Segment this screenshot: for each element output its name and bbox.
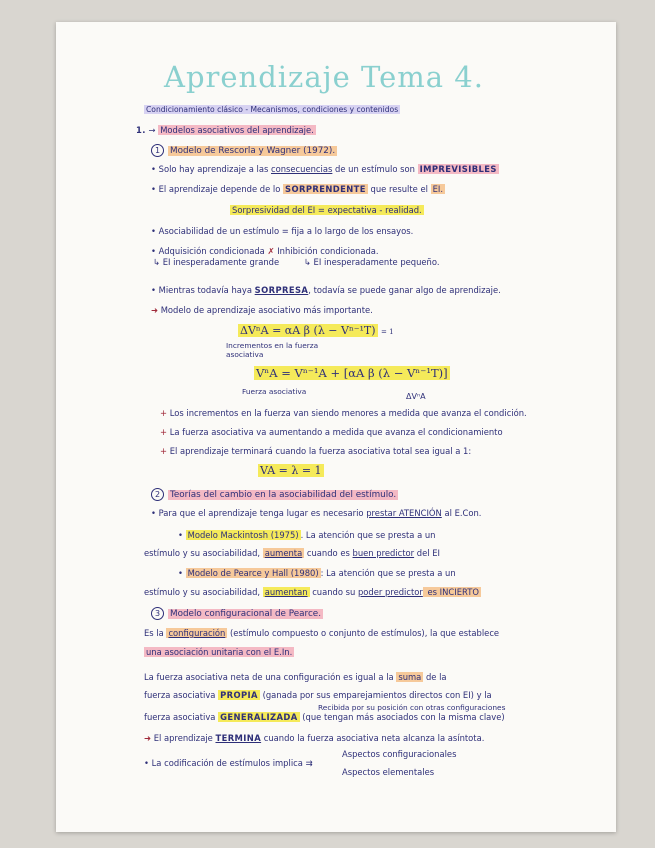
circle-number: 3 — [151, 607, 164, 620]
text: , todavía se puede ganar algo de aprendizaje. — [308, 285, 501, 295]
text-underlined: poder predictor — [357, 587, 423, 597]
text: estímulo y su asociabilidad, — [144, 587, 263, 597]
sub1-bullet-9 — [160, 446, 471, 457]
text: La fuerza asociativa va aumentando a medida que avanza el condicionamiento — [169, 427, 503, 437]
text: Modelo de aprendizaje asociativo más importante. — [160, 305, 373, 315]
text: Adquisición condicionada — [158, 246, 265, 256]
bullet-icon: • — [151, 246, 156, 256]
section-heading-text: Modelos asociativos del aprendizaje. — [160, 125, 314, 135]
bullet-icon: • — [178, 530, 183, 540]
sub3-line-7 — [144, 758, 313, 769]
text: de la — [423, 672, 447, 682]
text-emph: aumenta — [264, 548, 303, 558]
sub1-bullet-2 — [151, 184, 445, 195]
sub1-bullet-7 — [160, 408, 527, 419]
text-underlined: consecuencias — [271, 164, 333, 174]
text: Inhibición condicionada. — [277, 246, 379, 256]
text-emph: suma — [398, 672, 422, 682]
text: (estímulo compuesto o conjunto de estímulos), la que establece — [227, 628, 500, 638]
formula-2-delta: ΔVⁿA — [406, 392, 426, 401]
text: cuando la fuerza asociativa neta alcanza la asíntota. — [261, 733, 485, 743]
surprise-line — [230, 205, 424, 216]
text: Es la — [144, 628, 167, 638]
sub2-heading — [151, 488, 398, 501]
text-emph: SORPRESA — [254, 285, 309, 295]
text-underlined: buen predictor — [352, 548, 415, 558]
sub2-bullet-1 — [151, 508, 481, 519]
text-emph: PROPIA — [220, 690, 258, 700]
bullet-icon: • — [151, 285, 156, 295]
text-emph: es INCIERTO — [424, 587, 479, 597]
plus-icon: + — [160, 427, 168, 437]
sub3-heading — [151, 607, 323, 620]
text: Solo hay aprendizaje a las — [158, 164, 271, 174]
text: EI inesperadamente grande — [162, 257, 280, 267]
plus-icon: + — [160, 408, 168, 418]
text: . La atención que se presta a un — [300, 530, 436, 540]
bullet-icon: • — [178, 568, 183, 578]
sub3-branch-a: Aspectos configuracionales — [342, 749, 457, 759]
text: La codificación de estímulos implica — [151, 758, 303, 768]
text: EI inesperadamente pequeño. — [313, 257, 440, 267]
sub3-line-5 — [144, 712, 505, 723]
pearce-hall-line-2 — [144, 587, 481, 598]
arrow-icon: ➜ — [151, 305, 159, 315]
increment-note: Incrementos en la fuerza asociativa — [226, 341, 319, 359]
surprise-text: Sorpresividad del EI = expectativa - realidad. — [232, 205, 422, 215]
sub1-bullet-5 — [151, 285, 501, 296]
text-emph: TERMINA — [215, 733, 262, 743]
subtitle-text: Condicionamiento clásico - Mecanismos, condiciones y contenidos — [146, 105, 399, 114]
text: (que tengan más asociados con la misma clave) — [299, 712, 505, 722]
notebook-page — [56, 22, 616, 832]
sub1-bullet-4b — [153, 257, 440, 268]
text-emph: IMPREVISIBLES — [419, 164, 497, 174]
text-emph: GENERALIZADA — [220, 712, 298, 722]
text-emph: configuración — [168, 628, 226, 638]
sub3-line-3 — [144, 672, 447, 683]
page-subtitle — [144, 104, 400, 115]
sub3-line-6 — [144, 733, 484, 744]
text: El aprendizaje depende de lo — [158, 184, 284, 194]
text: Mientras todavía haya — [158, 285, 255, 295]
text: Para que el aprendizaje tenga lugar es necesario — [158, 508, 367, 518]
sub3-heading-text: Modelo configuracional de Pearce. — [170, 609, 322, 619]
sub1-bullet-8 — [160, 427, 503, 438]
bullet-icon: • — [144, 758, 149, 768]
text: del EI — [414, 548, 440, 558]
mackintosh-line-2 — [144, 548, 440, 559]
page-title: Aprendizaje Tema 4. — [164, 60, 484, 94]
formula-3-text: VA = λ = 1 — [260, 464, 322, 477]
text: El aprendizaje — [153, 733, 216, 743]
text: (ganada por sus emparejamientos directos con EI) y la — [259, 690, 492, 700]
text-emph: SORPRENDENTE — [285, 184, 366, 194]
formula-1-text: ΔVⁿA = αA β (λ − Vⁿ⁻¹T) — [240, 324, 376, 337]
text: estímulo y su asociabilidad, — [144, 548, 263, 558]
text: La fuerza asociativa neta de una configuración es igual a la — [144, 672, 397, 682]
pearce-hall-line — [178, 568, 456, 579]
sub3-line-2 — [144, 647, 294, 658]
sub3-branch-b: Aspectos elementales — [342, 767, 435, 777]
cross-icon: ✗ — [267, 246, 275, 256]
formula-2-note: Fuerza asociativa — [242, 387, 307, 396]
circle-number: 1 — [151, 144, 164, 157]
mackintosh-label: Modelo Mackintosh (1975) — [187, 530, 299, 540]
text: que resulte el — [367, 184, 431, 194]
text: fuerza asociativa — [144, 712, 219, 722]
mackintosh-line — [178, 530, 435, 541]
text-emph: prestar ATENCIÓN — [366, 508, 442, 518]
text: cuando es — [304, 548, 353, 558]
bullet-icon: • — [151, 164, 156, 174]
text: Asociabilidad de un estímulo = fija a lo largo de los ensayos. — [158, 226, 414, 236]
text: El aprendizaje terminará cuando la fuerza asociativa total sea igual a 1: — [169, 446, 472, 456]
formula-2 — [254, 366, 450, 380]
formula-2-text: VⁿA = Vⁿ⁻¹A + [αA β (λ − Vⁿ⁻¹T)] — [256, 366, 448, 380]
sub3-line-1 — [144, 628, 499, 639]
arrow-icon: ↳ — [303, 257, 311, 267]
sub2-heading-text: Teorías del cambio en la asociabilidad del estímulo. — [170, 490, 397, 500]
sub1-bullet-1 — [151, 164, 499, 175]
text-emph: una asociación unitaria con el E.In. — [146, 647, 293, 657]
arrow-icon: ↳ — [153, 257, 161, 267]
sub1-bullet-4 — [151, 246, 379, 257]
text: : La atención que se presta a un — [320, 568, 456, 578]
text: Los incrementos en la fuerza van siendo menores a medida que avanza el condición. — [169, 408, 527, 418]
text: fuerza asociativa — [144, 690, 219, 700]
text: al E.Con. — [441, 508, 482, 518]
sub3-line-4 — [144, 690, 492, 701]
section-1-heading — [136, 125, 316, 136]
bullet-icon: • — [151, 508, 156, 518]
plus-icon: + — [160, 446, 168, 456]
branch-arrow-icon: ⇉ — [305, 758, 313, 768]
sub1-bullet-6 — [151, 305, 373, 316]
formula-1 — [238, 324, 394, 337]
sub1-heading — [151, 144, 337, 157]
bullet-icon: • — [151, 184, 156, 194]
text: de un estímulo son — [332, 164, 418, 174]
sub1-heading-text: Modelo de Rescorla y Wagner (1972). — [170, 146, 336, 156]
arrow-icon: → — [148, 125, 156, 135]
sub3-line-5-note: Recibida por su posición con otras configuraciones — [318, 703, 506, 712]
text: cuando su — [309, 587, 358, 597]
text-emph: aumentan — [264, 587, 308, 597]
formula-3 — [258, 464, 324, 477]
sub1-bullet-3 — [151, 226, 413, 237]
bullet-icon: • — [151, 226, 156, 236]
pearce-hall-label: Modelo de Pearce y Hall (1980) — [187, 568, 319, 578]
text-emph: EI. — [432, 184, 444, 194]
section-number: 1. — [136, 125, 146, 135]
circle-number: 2 — [151, 488, 164, 501]
arrow-icon: ➜ — [144, 733, 152, 743]
formula-note: = 1 — [381, 328, 394, 336]
